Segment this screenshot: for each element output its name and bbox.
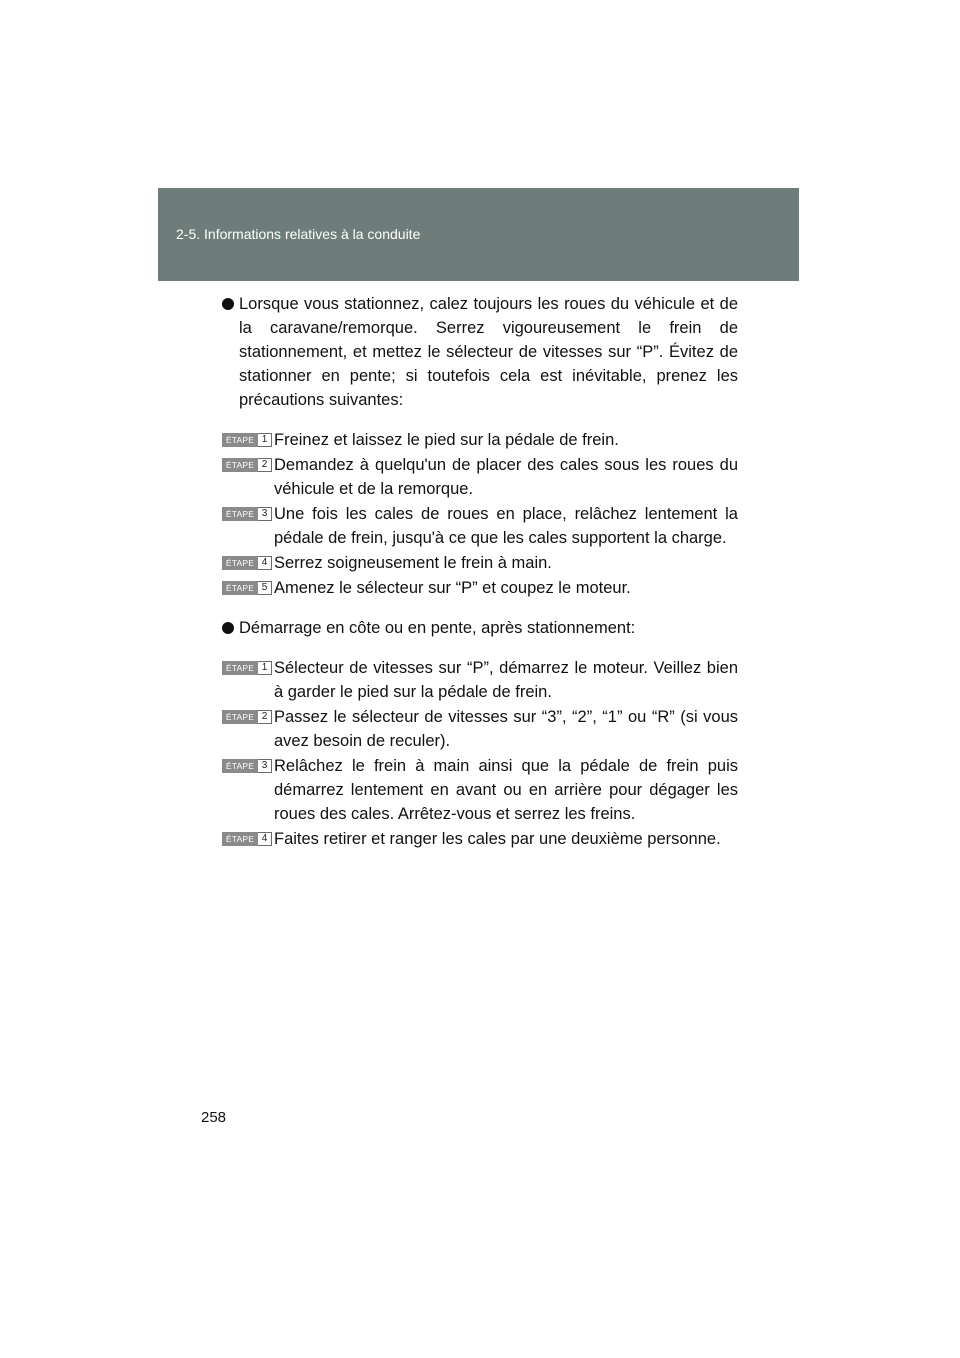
step-badge-number: 1 xyxy=(258,433,272,447)
step-item xyxy=(222,551,738,575)
step-item xyxy=(222,827,738,851)
step-item xyxy=(222,576,738,600)
step-badge-label: ÉTAPE xyxy=(222,661,258,675)
main-content xyxy=(222,292,738,867)
step-badge-number: 4 xyxy=(258,556,272,570)
step-badge-number: 2 xyxy=(258,458,272,472)
step-badge-label: ÉTAPE xyxy=(222,710,258,724)
step-item xyxy=(222,428,738,452)
step-badge xyxy=(222,581,272,595)
page-number: 258 xyxy=(201,1109,227,1126)
bullet-paragraph xyxy=(222,616,738,640)
step-badge-number: 3 xyxy=(258,759,272,773)
step-item xyxy=(222,705,738,753)
step-badge-number: 3 xyxy=(258,507,272,521)
step-badge xyxy=(222,458,272,472)
step-badge-number: 5 xyxy=(258,581,272,595)
step-badge-label: ÉTAPE xyxy=(222,507,258,521)
section-title: 2-5. Informations relatives à la conduite xyxy=(176,226,421,242)
step-badge-label: ÉTAPE xyxy=(222,433,258,447)
step-text: Une fois les cales de roues en place, relâchez lentement la pédale de frein, jusqu'à ce que les cales supportent la charge. xyxy=(274,505,738,547)
step-item xyxy=(222,754,738,826)
step-badge xyxy=(222,832,272,846)
step-badge xyxy=(222,507,272,521)
step-item xyxy=(222,656,738,704)
step-text: Freinez et laissez le pied sur la pédale de frein. xyxy=(274,431,619,449)
step-text: Demandez à quelqu'un de placer des cales sous les roues du véhicule et de la remorque. xyxy=(274,456,738,498)
section-header xyxy=(158,188,799,281)
step-list xyxy=(222,656,738,851)
step-badge-label: ÉTAPE xyxy=(222,581,258,595)
step-badge xyxy=(222,661,272,675)
step-badge-number: 1 xyxy=(258,661,272,675)
step-item xyxy=(222,502,738,550)
bullet-text: Démarrage en côte ou en pente, après stationnement: xyxy=(239,619,636,637)
step-text: Faites retirer et ranger les cales par une deuxième personne. xyxy=(274,830,721,848)
step-badge xyxy=(222,710,272,724)
step-badge-label: ÉTAPE xyxy=(222,556,258,570)
bullet-icon xyxy=(222,622,234,634)
step-badge xyxy=(222,556,272,570)
step-badge xyxy=(222,759,272,773)
bullet-paragraph xyxy=(222,292,738,412)
step-text: Amenez le sélecteur sur “P” et coupez le moteur. xyxy=(274,579,631,597)
step-text: Sélecteur de vitesses sur “P”, démarrez le moteur. Veillez bien à garder le pied sur la pédale de frein. xyxy=(274,659,738,701)
step-badge-label: ÉTAPE xyxy=(222,759,258,773)
step-badge xyxy=(222,433,272,447)
step-list xyxy=(222,428,738,600)
step-badge-number: 2 xyxy=(258,710,272,724)
step-badge-label: ÉTAPE xyxy=(222,832,258,846)
step-text: Relâchez le frein à main ainsi que la pédale de frein puis démarrez lentement en avant ou en arrière pour dégager les roues des cales. Arrêtez-vous et serrez les freins. xyxy=(274,757,738,823)
bullet-icon xyxy=(222,298,234,310)
step-badge-label: ÉTAPE xyxy=(222,458,258,472)
step-item xyxy=(222,453,738,501)
step-text: Passez le sélecteur de vitesses sur “3”, “2”, “1” ou “R” (si vous avez besoin de reculer). xyxy=(274,708,738,750)
bullet-text: Lorsque vous stationnez, calez toujours les roues du véhicule et de la caravane/remorque. Serrez vigoureusement le frein de stationnement, et mettez le sélecteur de vitesses sur “P”. Évitez de stationner en pente; si toutefois cela est inévitable, prenez les précautions suivantes: xyxy=(239,295,738,409)
step-text: Serrez soigneusement le frein à main. xyxy=(274,554,552,572)
step-badge-number: 4 xyxy=(258,832,272,846)
